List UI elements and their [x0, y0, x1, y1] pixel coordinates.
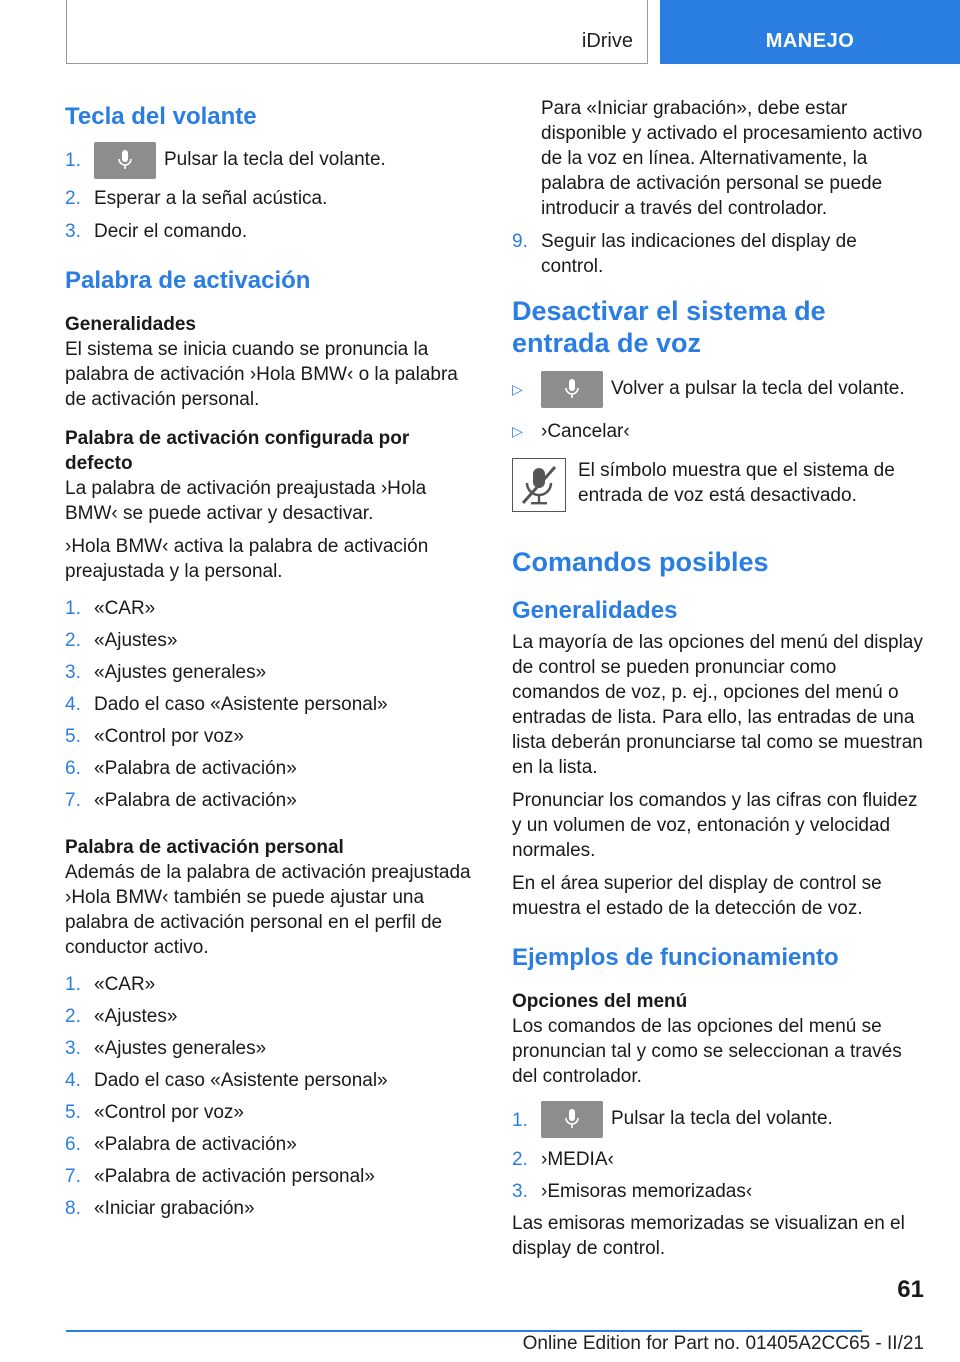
footer-divider [66, 1330, 862, 1332]
desactivar-options [512, 371, 924, 444]
right-column [512, 96, 924, 1261]
steering-voice-button-icon [541, 1101, 603, 1138]
paragraph: La mayoría de las opciones del menú del display de control se pueden pronunciar como comandos de voz, p. ej., opciones del menú o entradas de lista. Para ello, las entradas de una lista deberán pronunciarse tal como se muestran en la lista. [512, 632, 923, 778]
step-text: «Ajustes» [94, 1006, 178, 1027]
chapter-tab[interactable] [660, 0, 960, 64]
heading-comandos: Comandos posibles [512, 547, 769, 577]
step-text: «Palabra de activación» [94, 1134, 297, 1155]
list-item [512, 419, 924, 444]
triangle-bullet-icon: ▷ [512, 423, 523, 439]
paragraph: Además de la palabra de activación preajustada ›Hola BMW‹ también se puede ajustar una palabra de activación personal en el perfil de conductor activo. [65, 862, 471, 958]
step-number: 3. [65, 221, 81, 242]
step-number: 8. [65, 1198, 81, 1219]
step-text: «Control por voz» [94, 1102, 244, 1123]
list-item [65, 692, 475, 717]
paragraph: En el área superior del display de control se muestra el estado de la detección de voz. [512, 873, 882, 919]
left-column [65, 96, 475, 1221]
list-item [512, 229, 924, 279]
list-item [65, 1068, 475, 1093]
chapter-tab-label: MANEJO [765, 30, 855, 52]
step-text: «CAR» [94, 974, 156, 995]
list-item [65, 1132, 475, 1157]
step-text: «CAR» [94, 598, 156, 619]
step-text: «Palabra de activación» [94, 790, 297, 811]
subheading-generalidades: Generalidades [65, 314, 196, 335]
step-text: ›Emisoras memorizadas‹ [541, 1181, 753, 1202]
step-text: Pulsar la tecla del volante. [164, 149, 386, 170]
opciones-steps [512, 1101, 924, 1204]
list-item [65, 219, 475, 244]
paragraph: Las emisoras memorizadas se visualizan en el display de control. [512, 1213, 905, 1259]
step-number: 2. [512, 1149, 528, 1170]
section-label: iDrive [581, 30, 633, 52]
paragraph: La palabra de activación preajustada ›Hola BMW‹ se puede activar y desactivar. [65, 478, 427, 524]
list-item [512, 1147, 924, 1172]
paragraph: El sistema se inicia cuando se pronuncia la palabra de activación ›Hola BMW‹ o la palabra de activación personal. [65, 339, 458, 410]
step-number: 1. [65, 598, 81, 619]
heading-palabra-activacion: Palabra de activación [65, 267, 311, 294]
step-text: Seguir las indicaciones del display de control. [541, 231, 857, 277]
list-item [65, 1196, 475, 1221]
mute-description: El símbolo muestra que el sistema de entrada de voz está desactivado. [578, 460, 895, 506]
step-text: Pulsar la tecla del volante. [611, 1108, 833, 1129]
step-text: «Ajustes generales» [94, 1038, 267, 1059]
step-number: 2. [65, 630, 81, 651]
list-item [65, 788, 475, 813]
paragraph-continued: Para «Iniciar grabación», debe estar disponible y activado el procesamiento activo de la voz en línea. Alternativamente, la palabra de activación personal se puede introducir a través del controlador. [541, 98, 923, 219]
personal-steps [65, 972, 475, 1221]
step-number: 7. [65, 790, 81, 811]
list-item [65, 756, 475, 781]
step-number: 6. [65, 1134, 81, 1155]
step-text: «Ajustes» [94, 630, 178, 651]
option-text: Volver a pulsar la tecla del volante. [611, 378, 905, 399]
paragraph: ›Hola BMW‹ activa la palabra de activación preajustada y la personal. [65, 536, 429, 582]
step-text: ›MEDIA‹ [541, 1149, 614, 1170]
tecla-steps [65, 142, 475, 244]
step-text: «Palabra de activación personal» [94, 1166, 375, 1187]
list-item [65, 628, 475, 653]
step-number: 2. [65, 188, 81, 209]
steering-voice-button-icon [541, 371, 603, 408]
list-item [65, 1164, 475, 1189]
voice-muted-icon [512, 458, 566, 512]
heading-tecla-volante: Tecla del volante [65, 103, 257, 130]
list-item [65, 972, 475, 997]
step-number: 5. [65, 726, 81, 747]
step-number: 1. [65, 974, 81, 995]
step-text: «Palabra de activación» [94, 758, 297, 779]
edition-footer: Online Edition for Part no. 01405A2CC65 - II/21 [522, 1333, 924, 1354]
list-item [65, 660, 475, 685]
step-text: «Iniciar grabación» [94, 1198, 255, 1219]
step-number: 3. [512, 1181, 528, 1202]
list-item [65, 1036, 475, 1061]
paragraph: Pronunciar los comandos y las cifras con fluidez y un volumen de voz, entonación y velocidad normales. [512, 790, 918, 861]
paragraph: Los comandos de las opciones del menú se pronuncian tal y como se seleccionan a través del controlador. [512, 1016, 902, 1087]
list-item [65, 596, 475, 621]
heading-desactivar: Desactivar el sistema de entrada de voz [512, 296, 826, 358]
triangle-bullet-icon: ▷ [512, 381, 523, 397]
heading-ejemplos: Ejemplos de funcionamiento [512, 944, 839, 971]
list-item [65, 1100, 475, 1125]
step-number: 1. [65, 150, 81, 171]
step-9-list [512, 229, 924, 279]
step-number: 3. [65, 662, 81, 683]
heading-generalidades: Generalidades [512, 597, 678, 624]
subheading-personal: Palabra de activación personal [65, 837, 344, 858]
step-text: Dado el caso «Asistente personal» [94, 694, 388, 715]
step-number: 5. [65, 1102, 81, 1123]
step-number: 7. [65, 1166, 81, 1187]
step-number: 4. [65, 1070, 81, 1091]
header-frame [66, 0, 648, 64]
subheading-opciones: Opciones del menú [512, 991, 688, 1012]
mute-symbol-note [512, 458, 924, 516]
list-item [65, 186, 475, 211]
option-text: ›Cancelar‹ [541, 421, 630, 442]
subheading-defecto: Palabra de activación configurada por defecto [65, 428, 410, 474]
steering-voice-button-icon [94, 142, 156, 179]
step-number: 1. [512, 1110, 528, 1131]
step-text: Decir el comando. [94, 221, 248, 242]
step-text: Esperar a la señal acústica. [94, 188, 328, 209]
step-text: «Ajustes generales» [94, 662, 267, 683]
step-number: 2. [65, 1006, 81, 1027]
step-text: «Control por voz» [94, 726, 244, 747]
list-item [512, 1101, 924, 1141]
list-item [65, 1004, 475, 1029]
list-item [65, 724, 475, 749]
list-item [512, 1179, 924, 1204]
step-number: 6. [65, 758, 81, 779]
step-number: 9. [512, 231, 528, 252]
defecto-steps [65, 596, 475, 813]
list-item [65, 142, 475, 178]
step-number: 4. [65, 694, 81, 715]
list-item [512, 371, 924, 411]
page-number: 61 [897, 1276, 924, 1303]
step-number: 3. [65, 1038, 81, 1059]
step-text: Dado el caso «Asistente personal» [94, 1070, 388, 1091]
